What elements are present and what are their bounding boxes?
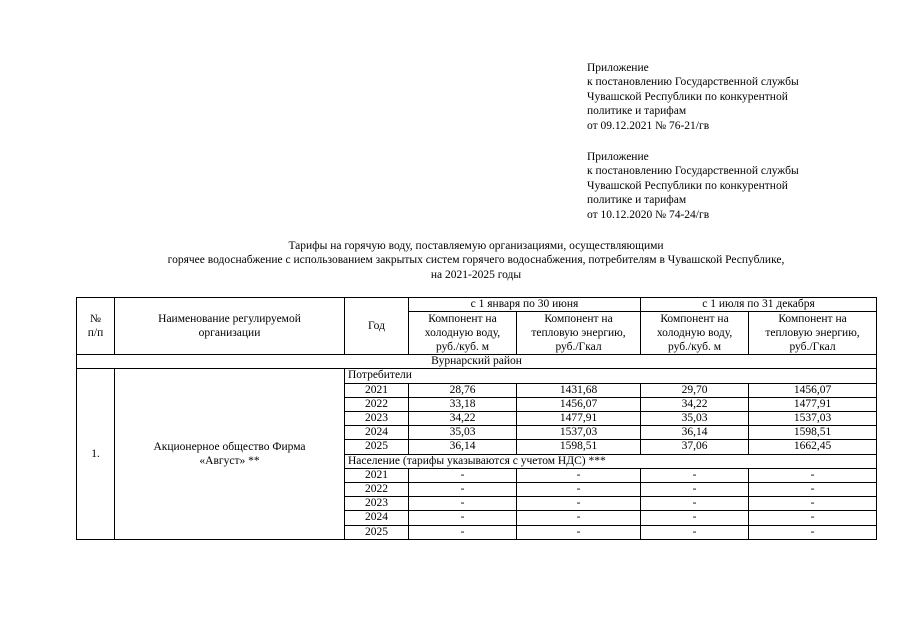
value-cell: 35,03 <box>409 426 517 440</box>
document-title <box>76 239 876 282</box>
appendix-block-2 <box>587 150 887 222</box>
group-label: Население (тарифы указываются с учетом НДС) *** <box>345 454 877 468</box>
header-heat-energy-2: Компонент на тепловую энергию, руб./Гкал <box>749 312 877 355</box>
year-cell: 2025 <box>345 440 409 454</box>
appendix-line: к постановлению Государственной службы <box>587 76 799 89</box>
header-organization: Наименование регулируемой организации <box>115 298 345 355</box>
appendix-line: политике и тарифам <box>587 105 687 118</box>
header-row-1 <box>77 298 877 312</box>
value-cell: 37,06 <box>641 440 749 454</box>
region-row <box>77 355 877 369</box>
value-cell: - <box>749 497 877 511</box>
title-line: Тарифы на горячую воду, поставляемую организациями, осуществляющими <box>288 240 664 252</box>
value-cell: - <box>409 468 517 482</box>
value-cell: - <box>517 468 641 482</box>
appendix-line: Приложение <box>587 151 649 163</box>
appendix-block-1 <box>587 61 887 133</box>
appendix-line: Чувашской Республики по конкурентной <box>587 90 788 103</box>
value-cell: - <box>409 497 517 511</box>
value-cell: - <box>517 483 641 497</box>
title-line: на 2021-2025 годы <box>430 268 522 281</box>
value-cell: - <box>749 511 877 525</box>
year-cell: 2023 <box>345 497 409 511</box>
header-period-1: с 1 января по 30 июня <box>409 298 641 312</box>
value-cell: 1477,91 <box>749 397 877 411</box>
value-cell: 1662,45 <box>749 440 877 454</box>
header-year: Год <box>345 298 409 355</box>
value-cell: - <box>409 483 517 497</box>
appendix-line: к постановлению Государственной службы <box>587 165 799 178</box>
year-cell: 2021 <box>345 383 409 397</box>
header-num: № п/п <box>77 298 115 355</box>
year-cell: 2024 <box>345 426 409 440</box>
value-cell: - <box>409 525 517 539</box>
row-number: 1. <box>77 369 115 539</box>
value-cell: - <box>409 511 517 525</box>
value-cell: 36,14 <box>409 440 517 454</box>
group-label-row <box>77 369 877 383</box>
value-cell: 1431,68 <box>517 383 641 397</box>
value-cell: 1537,03 <box>749 412 877 426</box>
value-cell: 1598,51 <box>517 440 641 454</box>
region-name: Вурнарский район <box>77 355 877 369</box>
header-period-2: с 1 июля по 31 декабря <box>641 298 877 312</box>
appendix-line: Чувашской Республики по конкурентной <box>587 179 788 192</box>
value-cell: 28,76 <box>409 383 517 397</box>
appendix-line: от 09.12.2021 № 76-21/гв <box>587 119 710 132</box>
appendix-line: от 10.12.2020 № 74-24/гв <box>587 208 710 221</box>
value-cell: - <box>517 511 641 525</box>
appendix-line: политике и тарифам <box>587 194 687 207</box>
year-cell: 2025 <box>345 525 409 539</box>
group-label: Потребители <box>345 369 877 383</box>
value-cell: 1456,07 <box>517 397 641 411</box>
value-cell: - <box>517 525 641 539</box>
value-cell: 34,22 <box>641 397 749 411</box>
appendix-line: Приложение <box>587 62 649 74</box>
value-cell: - <box>641 468 749 482</box>
value-cell: - <box>749 525 877 539</box>
value-cell: 34,22 <box>409 412 517 426</box>
year-cell: 2022 <box>345 483 409 497</box>
organization-name: Акционерное общество Фирма «Август» ** <box>115 369 345 539</box>
tariff-table <box>76 297 877 540</box>
value-cell: 36,14 <box>641 426 749 440</box>
value-cell: - <box>517 497 641 511</box>
value-cell: 33,18 <box>409 397 517 411</box>
year-cell: 2021 <box>345 468 409 482</box>
year-cell: 2023 <box>345 412 409 426</box>
value-cell: 35,03 <box>641 412 749 426</box>
value-cell: - <box>641 525 749 539</box>
value-cell: 1598,51 <box>749 426 877 440</box>
title-line: горячее водоснабжение с использованием закрытых систем горячего водоснабжения, потребителям в Чувашской Республике, <box>167 254 785 267</box>
value-cell: 1477,91 <box>517 412 641 426</box>
header-cold-water-2: Компонент на холодную воду, руб./куб. м <box>641 312 749 355</box>
year-cell: 2024 <box>345 511 409 525</box>
value-cell: 29,70 <box>641 383 749 397</box>
year-cell: 2022 <box>345 397 409 411</box>
value-cell: - <box>749 468 877 482</box>
value-cell: - <box>641 483 749 497</box>
header-heat-energy-1: Компонент на тепловую энергию, руб./Гкал <box>517 312 641 355</box>
value-cell: - <box>749 483 877 497</box>
value-cell: 1537,03 <box>517 426 641 440</box>
header-cold-water-1: Компонент на холодную воду, руб./куб. м <box>409 312 517 355</box>
value-cell: 1456,07 <box>749 383 877 397</box>
value-cell: - <box>641 511 749 525</box>
value-cell: - <box>641 497 749 511</box>
